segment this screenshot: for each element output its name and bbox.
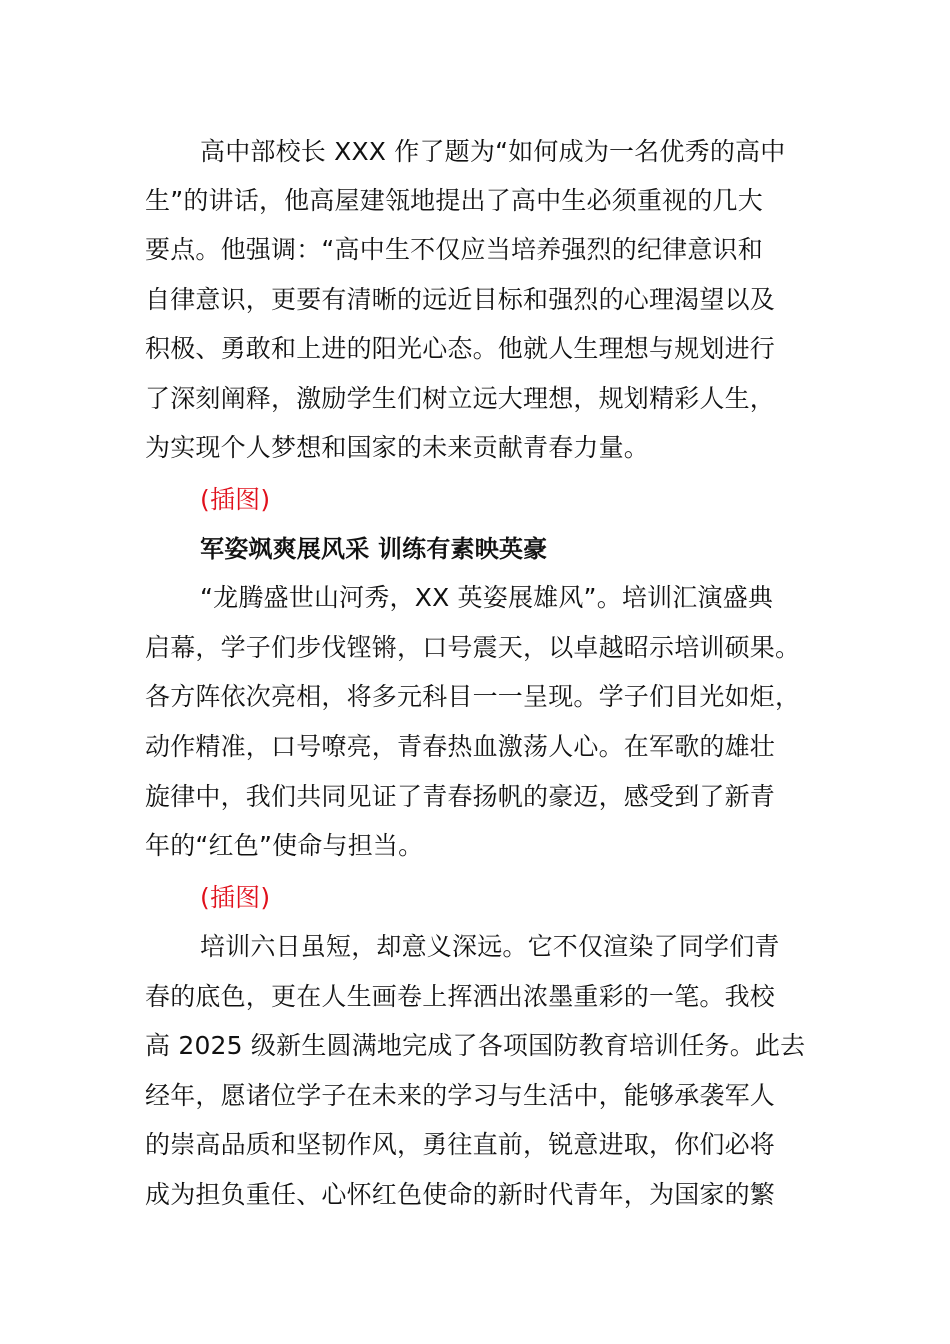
paragraph-line: 了深刻阐释，激励学生们树立远大理想，规划精彩人生， bbox=[145, 384, 776, 413]
paragraph-line: 积极、勇敢和上进的阳光心态。他就人生理想与规划进行 bbox=[145, 334, 776, 363]
paragraph-line: 高中部校长 XXX 作了题为“如何成为一名优秀的高中 bbox=[200, 137, 786, 166]
paragraph-line: 生”的讲话，他高屋建瓴地提出了高中生必须重视的几大 bbox=[145, 186, 763, 215]
paragraph-line: 经年，愿诸位学子在未来的学习与生活中，能够承袭军人 bbox=[145, 1081, 776, 1110]
paragraph-line: “龙腾盛世山河秀，XX 英姿展雄风”。培训汇演盛典 bbox=[200, 583, 774, 612]
paragraph-line: 自律意识，更要有清晰的远近目标和强烈的心理渴望以及 bbox=[145, 285, 776, 314]
paragraph-line: 年的“红色”使命与担当。 bbox=[145, 831, 424, 860]
paragraph-line: 旋律中，我们共同见证了青春扬帆的豪迈，感受到了新青 bbox=[145, 782, 776, 811]
paragraph-line: 高 2025 级新生圆满地完成了各项国防教育培训任务。此去 bbox=[145, 1031, 806, 1060]
paragraph-line: 启幕，学子们步伐铿锵，口号震天，以卓越昭示培训硕果。 bbox=[145, 633, 801, 662]
paragraph-line: 要点。他强调：“高中生不仅应当培养强烈的纪律意识和 bbox=[145, 235, 763, 264]
paragraph-line: 为实现个人梦想和国家的未来贡献青春力量。 bbox=[145, 433, 650, 462]
paragraph-line: 的崇高品质和坚韧作风，勇往直前，锐意进取，你们必将 bbox=[145, 1130, 776, 1159]
figure-placeholder: (插图) bbox=[200, 485, 271, 514]
paragraph-line: 培训六日虽短，却意义深远。它不仅渲染了同学们青 bbox=[200, 932, 780, 961]
section-heading: 军姿飒爽展风采 训练有素映英豪 bbox=[200, 535, 548, 563]
paragraph-line: 动作精准，口号嘹亮，青春热血激荡人心。在军歌的雄壮 bbox=[145, 732, 776, 761]
figure-placeholder: (插图) bbox=[200, 883, 271, 912]
paragraph-line: 成为担负重任、心怀红色使命的新时代青年，为国家的繁 bbox=[145, 1180, 776, 1209]
paragraph-line: 春的底色，更在人生画卷上挥洒出浓墨重彩的一笔。我校 bbox=[145, 982, 776, 1011]
paragraph-line: 各方阵依次亮相，将多元科目一一呈现。学子们目光如炬， bbox=[145, 682, 801, 711]
